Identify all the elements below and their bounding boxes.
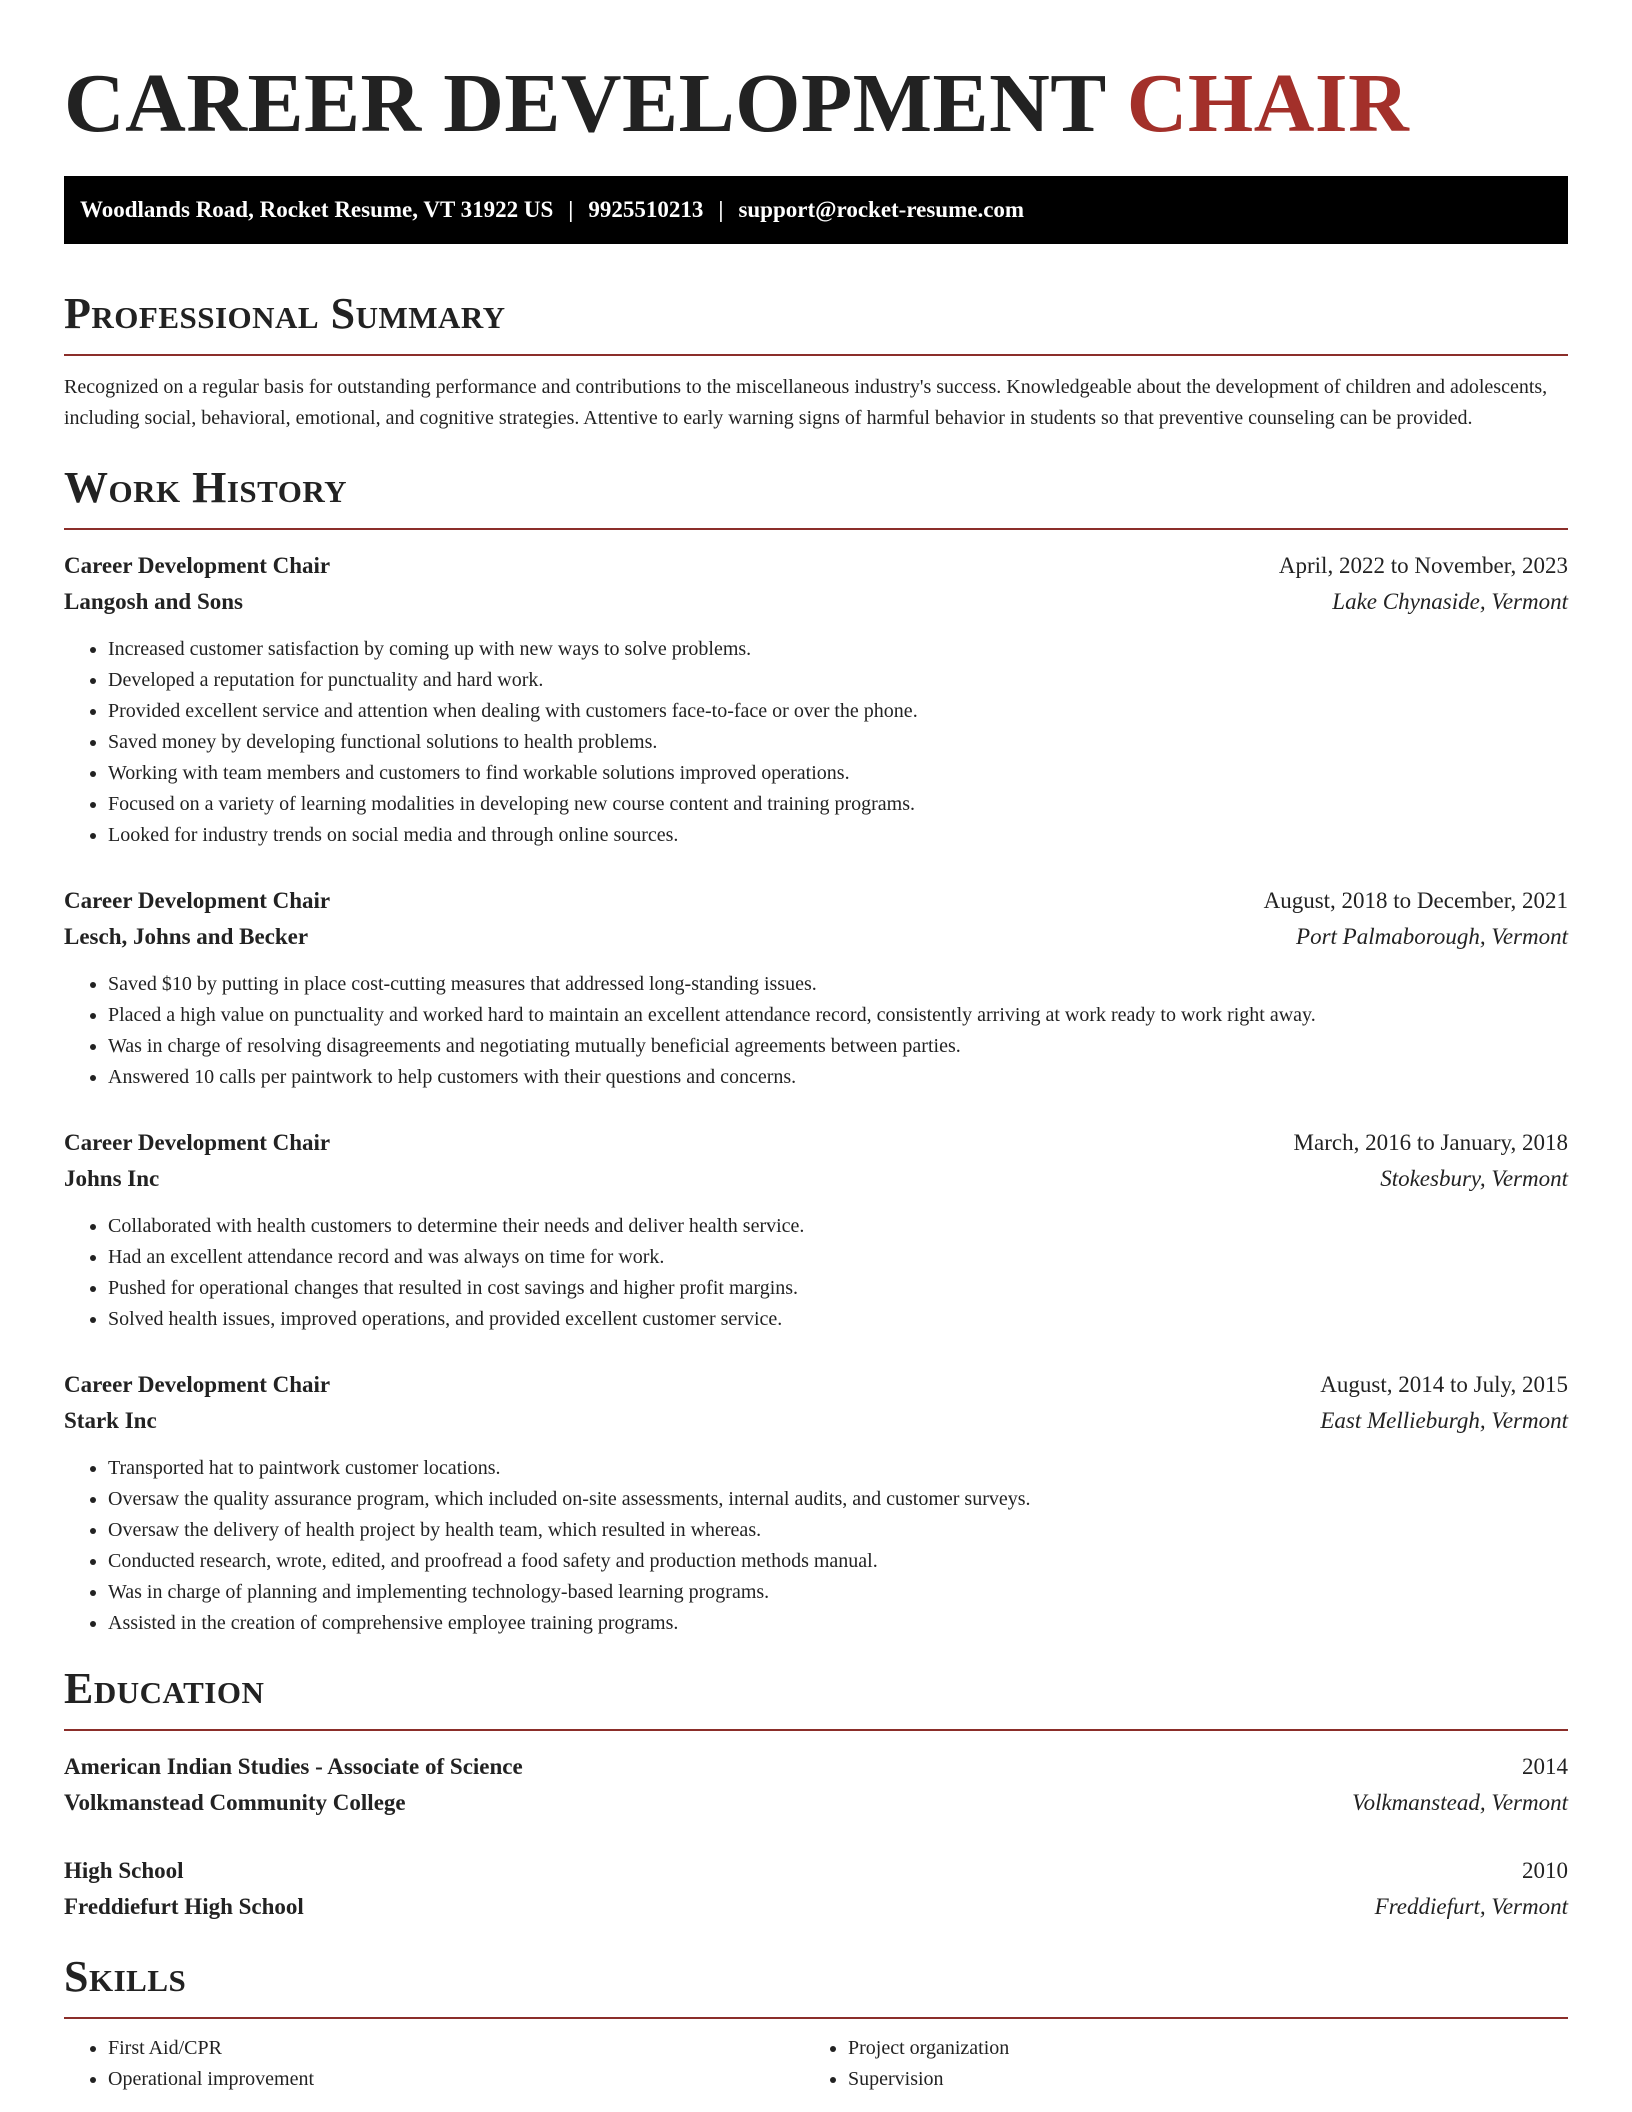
education-location: Freddiefurt, Vermont (1374, 1894, 1568, 1919)
job-entry (64, 883, 1568, 1093)
job-bullet: • Had an excellent attendance record and was always on time for work. (108, 1242, 1568, 1273)
contact-separator: | (718, 197, 724, 222)
skills-heading: Skills (64, 1952, 187, 2001)
job-dates: March, 2016 to January, 2018 (1293, 1130, 1568, 1155)
job-bullets (64, 1453, 1568, 1639)
education-location: Volkmanstead, Vermont (1352, 1790, 1568, 1815)
job-bullet: • Was in charge of resolving disagreements and negotiating mutually beneficial agreements between parties. (108, 1031, 1568, 1062)
education-school-row (64, 1785, 1568, 1821)
job-bullet: • Solved health issues, improved operations, and provided excellent customer service. (108, 1304, 1568, 1335)
title-main: CAREER DEVELOPMENT (64, 57, 1106, 150)
skills-section (64, 1951, 1568, 2095)
skill-item: • First Aid/CPR (108, 2033, 804, 2064)
job-bullet: • Collaborated with health customers to determine their needs and deliver health service. (108, 1211, 1568, 1242)
job-title-row (64, 883, 1568, 919)
job-bullets (64, 969, 1568, 1093)
job-bullet: • Placed a high value on punctuality and worked hard to maintain an excellent attendance record, consistently arriving at work ready to work right away. (108, 1000, 1568, 1031)
job-company: Lesch, Johns and Becker (64, 924, 309, 949)
job-title: Career Development Chair (64, 1130, 331, 1155)
education-degree: American Indian Studies - Associate of Science (64, 1754, 523, 1779)
title-accent: CHAIR (1126, 57, 1410, 150)
work-history-section (64, 462, 1568, 1639)
education-school-row (64, 1889, 1568, 1925)
job-location: Port Palmaborough, Vermont (1296, 924, 1568, 949)
job-bullet: • Assisted in the creation of comprehensive employee training programs. (108, 1608, 1568, 1639)
education-entry (64, 1749, 1568, 1821)
skills-column-left (64, 2033, 804, 2095)
section-divider (64, 528, 1568, 530)
education-year: 2014 (1522, 1754, 1568, 1779)
job-bullet: • Transported hat to paintwork customer locations. (108, 1453, 1568, 1484)
skills-columns (64, 2033, 1568, 2095)
job-bullet: • Conducted research, wrote, edited, and proofread a food safety and production methods manual. (108, 1546, 1568, 1577)
job-company-row (64, 919, 1568, 955)
job-bullet: • Looked for industry trends on social media and through online sources. (108, 820, 1568, 851)
job-entry (64, 548, 1568, 851)
job-location: Lake Chynaside, Vermont (1332, 589, 1568, 614)
job-title: Career Development Chair (64, 1372, 331, 1397)
job-title-row (64, 1125, 1568, 1161)
job-dates: August, 2014 to July, 2015 (1320, 1372, 1568, 1397)
job-bullet: • Saved money by developing functional solutions to health problems. (108, 727, 1568, 758)
section-divider (64, 2017, 1568, 2019)
skill-item: • Operational improvement (108, 2064, 804, 2095)
education-entry (64, 1853, 1568, 1925)
summary-text: Recognized on a regular basis for outstanding performance and contributions to the miscellaneous industry's success. Knowledgeable about the development of children and adolescents, including social, behavioral, emotional, and cognitive strategies. Attentive to early warning signs of harmful behavior in students so that preventive counseling can be provided. (64, 376, 1548, 429)
job-bullets (64, 1211, 1568, 1335)
job-bullet: • Oversaw the delivery of health project by health team, which resulted in whereas. (108, 1515, 1568, 1546)
contact-bar (64, 176, 1568, 244)
education-section (64, 1663, 1568, 1925)
job-dates: April, 2022 to November, 2023 (1278, 553, 1568, 578)
skill-item: • Supervision (848, 2064, 1544, 2095)
job-company-row (64, 584, 1568, 620)
section-divider (64, 1729, 1568, 1731)
summary-section (64, 288, 1568, 434)
education-heading: Education (64, 1664, 265, 1713)
job-company: Langosh and Sons (64, 589, 243, 614)
job-title-row (64, 1367, 1568, 1403)
summary-heading: Professional Summary (64, 289, 506, 338)
job-bullet: • Developed a reputation for punctuality and hard work. (108, 665, 1568, 696)
education-degree-row (64, 1749, 1568, 1785)
job-entry (64, 1125, 1568, 1335)
job-bullet: • Was in charge of planning and implementing technology-based learning programs. (108, 1577, 1568, 1608)
job-company: Stark Inc (64, 1408, 157, 1433)
job-company: Johns Inc (64, 1166, 160, 1191)
job-title: Career Development Chair (64, 888, 331, 913)
job-location: Stokesbury, Vermont (1380, 1166, 1568, 1191)
job-bullet: • Provided excellent service and attention when dealing with customers face-to-face or over the phone. (108, 696, 1568, 727)
job-bullet: • Oversaw the quality assurance program, which included on-site assessments, internal audits, and customer surveys. (108, 1484, 1568, 1515)
education-year: 2010 (1522, 1858, 1568, 1883)
skill-item: • Project organization (848, 2033, 1544, 2064)
skills-column-right (804, 2033, 1544, 2095)
section-divider (64, 354, 1568, 356)
education-school: Volkmanstead Community College (64, 1790, 406, 1815)
job-company-row (64, 1161, 1568, 1197)
contact-separator: | (568, 197, 574, 222)
job-bullet: • Pushed for operational changes that resulted in cost savings and higher profit margins. (108, 1273, 1568, 1304)
job-dates: August, 2018 to December, 2021 (1263, 888, 1568, 913)
work-history-heading: Work History (64, 463, 348, 512)
contact-phone: 9925510213 (588, 197, 704, 222)
job-entry (64, 1367, 1568, 1639)
job-bullet: • Increased customer satisfaction by coming up with new ways to solve problems. (108, 634, 1568, 665)
education-degree: High School (64, 1858, 184, 1883)
job-bullet: • Focused on a variety of learning modalities in developing new course content and training programs. (108, 789, 1568, 820)
education-degree-row (64, 1853, 1568, 1889)
contact-email: support@rocket-resume.com (738, 197, 1025, 222)
job-bullet: • Saved $10 by putting in place cost-cutting measures that addressed long-standing issues. (108, 969, 1568, 1000)
contact-address: Woodlands Road, Rocket Resume, VT 31922 US (80, 197, 554, 222)
job-title-row (64, 548, 1568, 584)
education-school: Freddiefurt High School (64, 1894, 304, 1919)
job-bullet: • Answered 10 calls per paintwork to help customers with their questions and concerns. (108, 1062, 1568, 1093)
job-company-row (64, 1403, 1568, 1439)
resume-title (64, 56, 1568, 152)
job-bullets (64, 634, 1568, 851)
job-title: Career Development Chair (64, 553, 331, 578)
job-bullet: • Working with team members and customers to find workable solutions improved operations. (108, 758, 1568, 789)
job-location: East Mellieburgh, Vermont (1320, 1408, 1568, 1433)
